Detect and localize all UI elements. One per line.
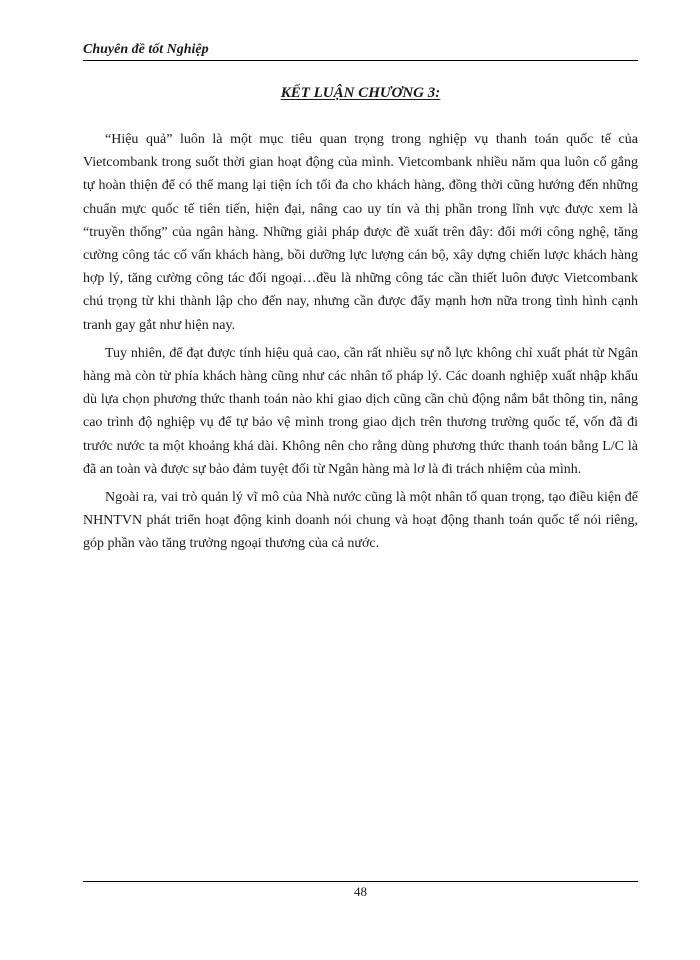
header-divider [83, 60, 638, 61]
page-header [83, 41, 638, 61]
page-footer [83, 881, 638, 901]
paragraph-2: Tuy nhiên, để đạt được tính hiệu quả cao, cần rất nhiều sự nỗ lực không chỉ xuất phát từ Ngân hàng mà còn từ phía khách hàng cũng như các nhân tố pháp lý. Các doanh nghiệp xuất nhập khẩu dù lựa chọn phương thức thanh toán nào khi giao dịch cũng cần chủ động nắm bắt thông tin, nâng cao trình độ nghiệp vụ để tự bảo vệ mình trong giao dịch trên thương trường quốc tế, vốn đã đi trước nước ta một khoảng khá dài. Không nên cho rằng dùng phương thức thanh toán bằng L/C là đã an toàn và được sự bảo đảm tuyệt đối từ Ngân hàng mà lơ là đi trách nhiệm của mình. [83, 345, 638, 477]
paragraph-3: Ngoài ra, vai trò quản lý vĩ mô của Nhà nước cũng là một nhân tố quan trọng, tạo điều kiện để NHNTVN phát triển hoạt động kinh doanh nói chung và hoạt động thanh toán quốc tế nói riêng, góp phần vào tăng trưởng ngoại thương của cả nước. [83, 490, 638, 552]
page-number: 48 [354, 884, 367, 899]
header-title: Chuyên đề tốt Nghiệp [83, 42, 209, 57]
footer-divider [83, 881, 638, 882]
paragraph-1: “Hiệu quả” luôn là một mục tiêu quan trọng trong nghiệp vụ thanh toán quốc tế của Vietcombank trong suốt thời gian hoạt động của mình. Vietcombank nhiều năm qua luôn cố gắng tự hoàn thiện để có thể mang lại tiện ích tối đa cho khách hàng, đồng thời cũng hướng đến những chuẩn mực quốc tế tiên tiến, hiện đại, nâng cao uy tín và thị phần trong lĩnh vực được xem là “truyền thống” của ngân hàng. Những giải pháp được đề xuất trên đây: đổi mới công nghệ, tăng cường công tác cố vấn khách hàng, bồi dưỡng lực lượng cán bộ, xây dựng chiến lược khách hàng hợp lý, tăng cường công tác đối ngoại…đều là những công tác cần thiết luôn được Vietcombank chú trọng từ khi thành lập cho đến nay, nhưng cần được đẩy mạnh hơn nữa trong tình hình cạnh tranh gay gắt như hiện nay. [83, 132, 638, 333]
chapter-title-text: KẾT LUẬN CHƯƠNG 3: [280, 85, 441, 101]
chapter-title [83, 84, 638, 102]
body-text [83, 128, 638, 561]
